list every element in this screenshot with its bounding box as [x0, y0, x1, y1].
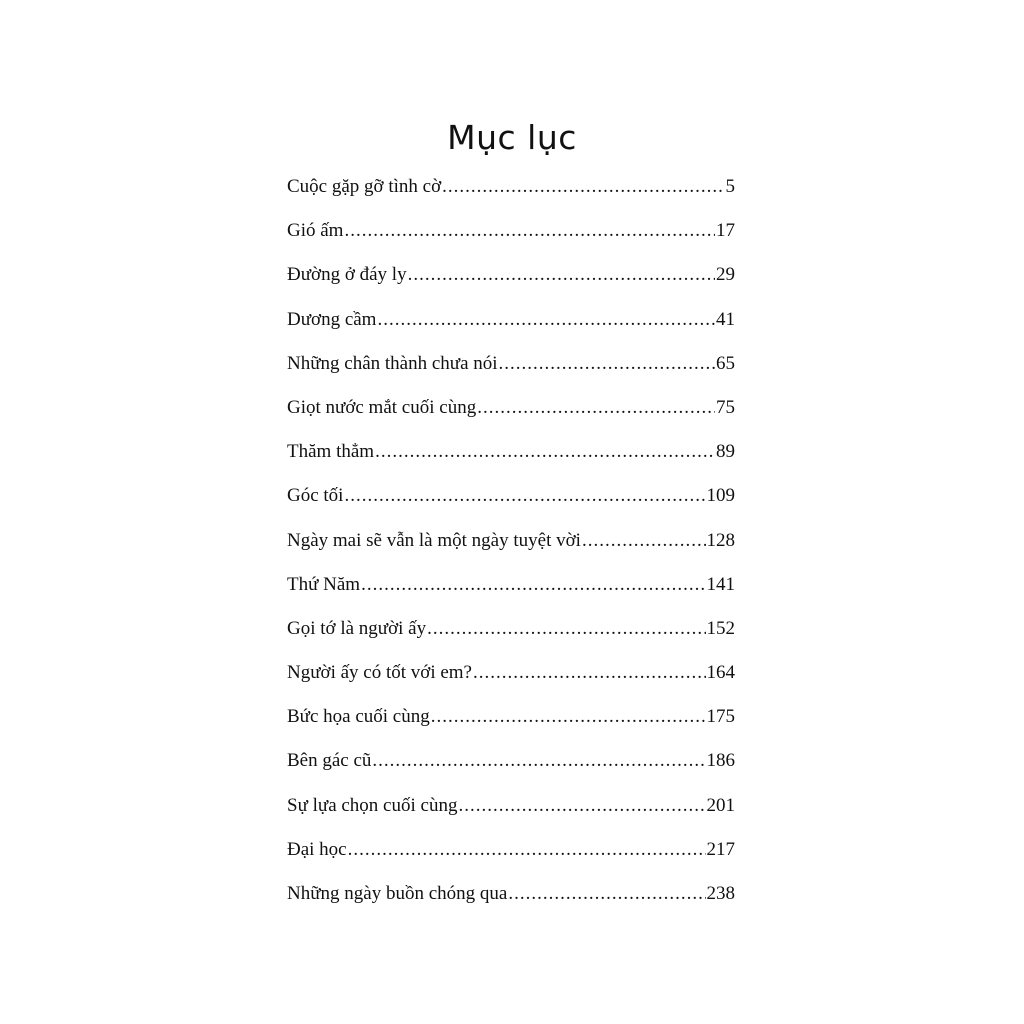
- toc-entry-title: Đường ở đáy ly: [287, 264, 407, 286]
- toc-entry-title: Đại học: [287, 838, 347, 860]
- toc-entry: [287, 877, 735, 921]
- dot-leader: [408, 258, 715, 292]
- toc-entry: [287, 524, 735, 568]
- toc-entry-page: 141: [706, 573, 735, 595]
- dot-leader: [582, 524, 706, 558]
- toc-entry-page: 238: [706, 883, 735, 904]
- dot-leader: [344, 479, 705, 513]
- toc-entry: [287, 612, 735, 656]
- toc-entry-title: Những chân thành chưa nói: [287, 352, 498, 374]
- toc-entry-title: Dương cầm: [287, 308, 377, 330]
- toc-list: [287, 170, 735, 921]
- dot-leader: [377, 303, 715, 337]
- toc-entry-title: Thứ Năm: [287, 573, 361, 595]
- toc-entry: [287, 656, 735, 700]
- toc-entry: [287, 744, 735, 788]
- toc-entry-title: Những ngày buồn chóng qua: [287, 883, 508, 904]
- toc-entry: [287, 833, 735, 877]
- toc-entry: [287, 214, 735, 258]
- toc-entry-page: 41: [716, 308, 735, 330]
- toc-entry: [287, 258, 735, 302]
- dot-leader: [375, 435, 715, 469]
- toc-entry-page: 89: [716, 441, 735, 463]
- toc-entry-title: Người ấy có tốt với em?: [287, 662, 472, 684]
- dot-leader: [427, 612, 705, 646]
- toc-entry-title: Bức họa cuối cùng: [287, 706, 430, 728]
- dot-leader: [473, 656, 706, 690]
- dot-leader: [477, 391, 715, 425]
- dot-leader: [458, 789, 705, 823]
- dot-leader: [372, 744, 705, 778]
- toc-entry-title: Cuộc gặp gỡ tình cờ: [287, 176, 442, 197]
- toc-entry: [287, 700, 735, 744]
- toc-entry: [287, 303, 735, 347]
- dot-leader: [499, 347, 715, 381]
- toc-entry: [287, 789, 735, 833]
- dot-leader: [344, 214, 715, 248]
- toc-entry-title: Ngày mai sẽ vẫn là một ngày tuyệt vời: [287, 529, 581, 551]
- dot-leader: [361, 568, 705, 602]
- toc-entry-page: 217: [706, 838, 735, 860]
- toc-entry-page: 175: [706, 706, 735, 728]
- toc-entry: [287, 391, 735, 435]
- toc-entry-page: 109: [706, 485, 735, 507]
- toc-entry-title: Sự lựa chọn cuối cùng: [287, 794, 458, 816]
- toc-entry: [287, 435, 735, 479]
- toc-entry-page: 65: [716, 352, 735, 374]
- toc-entry-page: 5: [725, 176, 735, 197]
- dot-leader: [508, 877, 705, 911]
- toc-entry-title: Giọt nước mắt cuối cùng: [287, 396, 477, 418]
- toc-entry: [287, 568, 735, 612]
- toc-entry-page: 152: [706, 617, 735, 639]
- toc-entry: [287, 479, 735, 523]
- toc-entry-title: Gió ấm: [287, 220, 344, 242]
- toc-entry-page: 128: [706, 529, 735, 551]
- toc-entry-page: 186: [706, 750, 735, 772]
- toc-entry-title: Thăm thẳm: [287, 441, 375, 463]
- toc-entry-page: 75: [716, 396, 735, 418]
- toc-entry: [287, 170, 735, 214]
- toc-entry-title: Bên gác cũ: [287, 750, 372, 772]
- dot-leader: [442, 170, 724, 204]
- toc-entry-page: 164: [706, 662, 735, 684]
- toc-entry-page: 17: [716, 220, 735, 242]
- toc-entry-title: Góc tối: [287, 485, 344, 507]
- toc-entry-title: Gọi tớ là người ấy: [287, 617, 427, 639]
- dot-leader: [431, 700, 706, 734]
- toc-title: Mục lục: [447, 118, 577, 157]
- toc-entry-page: 29: [716, 264, 735, 286]
- dot-leader: [348, 833, 706, 867]
- toc-entry-page: 201: [706, 794, 735, 816]
- toc-entry: [287, 347, 735, 391]
